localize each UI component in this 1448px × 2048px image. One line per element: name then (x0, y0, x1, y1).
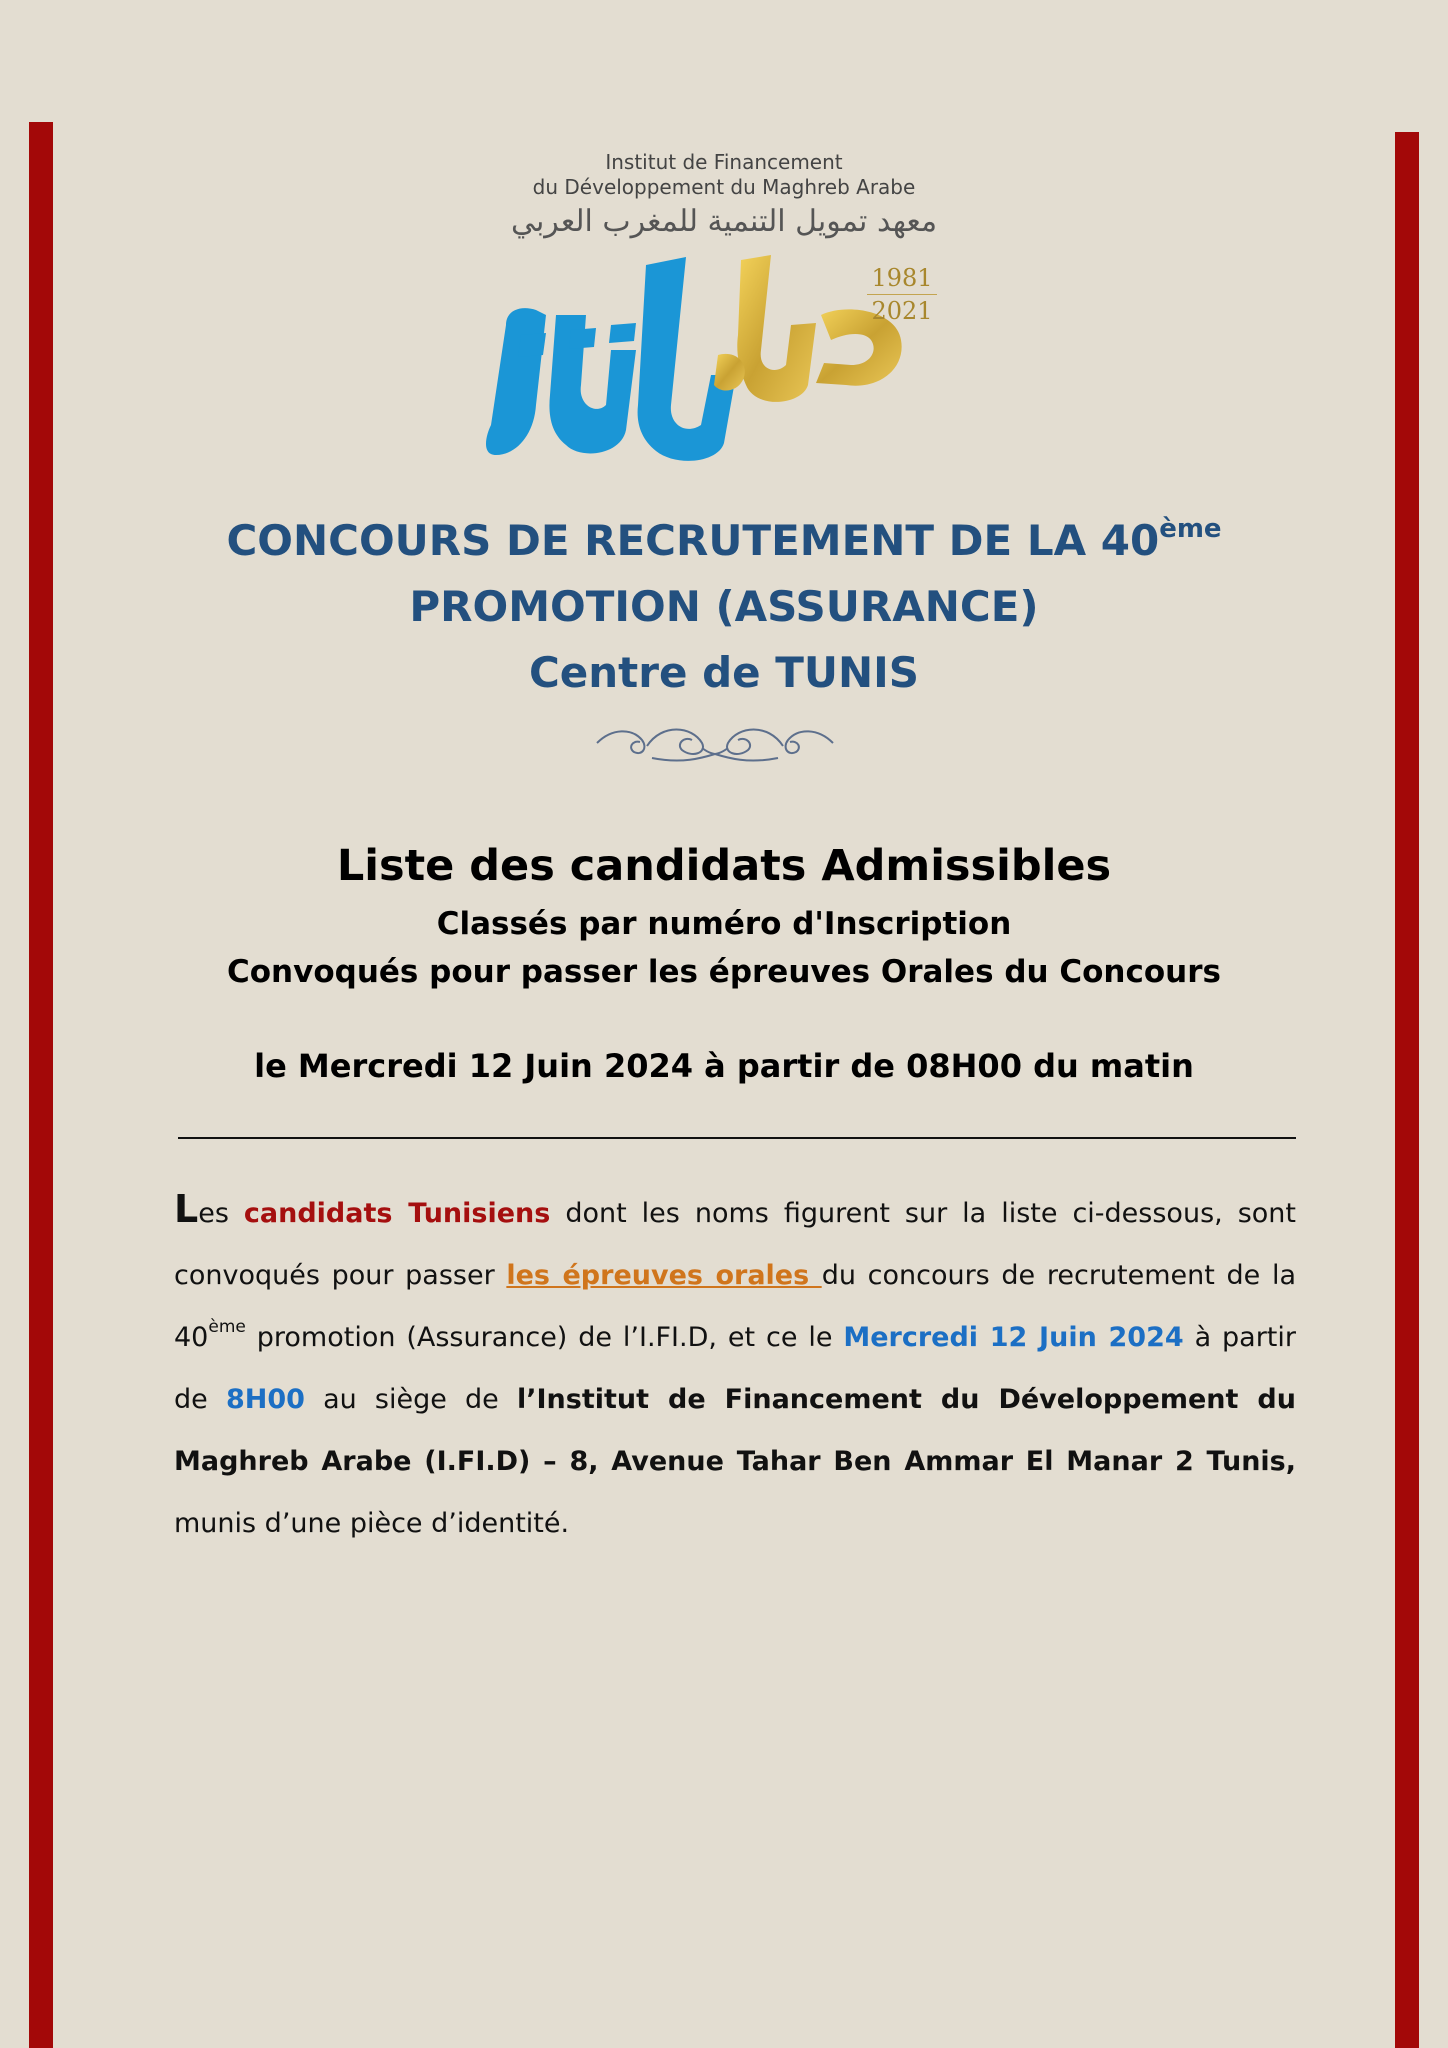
highlight-tunisian-candidates: candidats Tunisiens (243, 1198, 551, 1229)
para-superscript: ème (208, 1317, 246, 1337)
para-text-4: promotion (Assurance) de l’I.FI.D, et ce le (245, 1322, 844, 1353)
highlight-exam-time: 8H00 (225, 1384, 305, 1415)
highlight-exam-date: Mercredi 12 Juin 2024 (843, 1322, 1184, 1353)
para-text-5: à partir de (174, 1322, 1296, 1415)
page-title (0, 508, 1448, 706)
title-superscript: ème (1159, 514, 1222, 544)
logo-cyan-mark (486, 257, 736, 461)
convocation-paragraph (174, 1178, 1296, 1555)
para-text-7: munis d’une pièce d’identité. (174, 1508, 570, 1539)
para-text-1: es (198, 1198, 244, 1229)
para-text-6: au siège de (304, 1384, 517, 1415)
highlight-institute-address: l’Institut de Financement du Développement du Maghreb Arabe (I.FI.D) – 8, Avenue Tahar Ben Ammar El Manar 2 Tunis, (174, 1384, 1296, 1477)
para-text-2: dont les noms figurent sur la liste ci-dessous, sont convoqués pour passer (174, 1198, 1296, 1291)
logo-org-line1: Institut de Financement (605, 150, 843, 174)
logo-anniversary-years (862, 264, 942, 325)
sort-order-line: Classés par numéro d'Inscription (436, 906, 1012, 942)
year-start: 1981 (871, 264, 933, 292)
list-title: Liste des candidats Admissibles (336, 841, 1112, 891)
logo-arabic-name: معهد تمويل التنمية للمغرب العربي (510, 204, 938, 239)
highlight-oral-exams: les épreuves orales (506, 1260, 822, 1291)
horizontal-divider (178, 1137, 1296, 1139)
title-line1: CONCOURS DE RECRUTEMENT DE LA 40ème (226, 514, 1222, 565)
decorative-flourish-icon (592, 718, 838, 768)
logo-organization-name (0, 150, 1448, 200)
year-end: 2021 (871, 297, 933, 325)
title-line3: Centre de TUNIS (528, 648, 920, 697)
para-text-3: du concours de recrutement de la 40 (174, 1260, 1296, 1353)
drop-cap: L (174, 1187, 199, 1231)
right-border-bar (1395, 132, 1419, 2048)
date-line: le Mercredi 12 Juin 2024 à partir de 08H00 du matin (254, 1047, 1194, 1085)
title-line2: PROMOTION (ASSURANCE) (409, 582, 1039, 631)
years-divider (867, 294, 937, 295)
logo-org-line2: du Développement du Maghreb Arabe (532, 175, 916, 199)
convocation-line: Convoqués pour passer les épreuves Orales du Concours (227, 954, 1221, 990)
